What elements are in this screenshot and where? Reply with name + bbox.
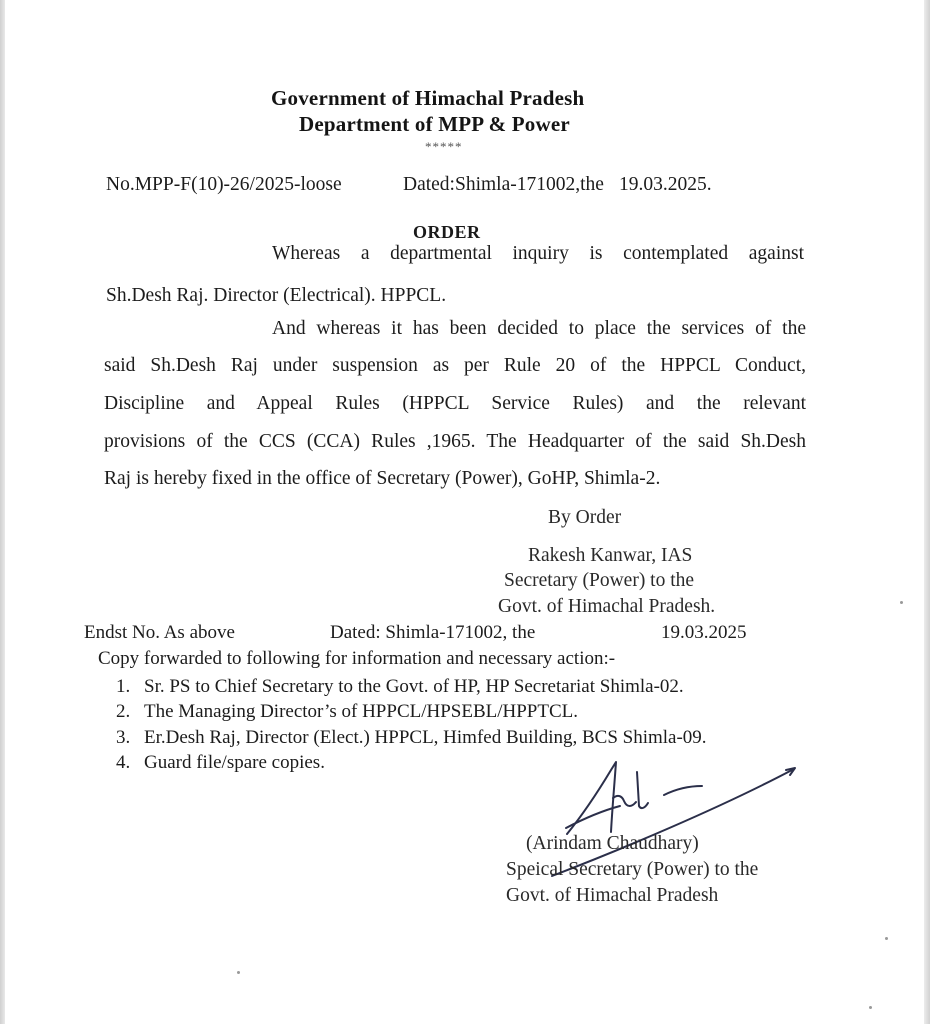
signatory2-organization: Govt. of Himachal Pradesh [506,885,719,906]
scan-speck [885,937,888,940]
signatory2-name: (Arindam Chaudhary) [526,833,699,854]
header-government: Government of Himachal Pradesh [271,86,585,110]
signature-stroke-dash [664,786,702,795]
recipient-number: 3. [116,727,131,748]
order-paragraph1-line1: Whereas a departmental inquiry is contemplated against [272,243,804,264]
order-paragraph2-line4: provisions of the CCS (CCA) Rules ,1965. The Headquarter of the said Sh.Desh [104,431,806,452]
header-department: Department of MPP & Power [299,112,570,136]
endst-date: 19.03.2025 [661,622,747,643]
endst-dated-label: Dated: Shimla-171002, the [330,622,536,643]
signature-stroke-loop [613,796,636,806]
order-paragraph1-line2: Sh.Desh Raj. Director (Electrical). HPPCL. [106,285,447,306]
recipient-text: Er.Desh Raj, Director (Elect.) HPPCL, Himfed Building, BCS Shimla-09. [144,727,707,748]
order-paragraph2-line3: Discipline and Appeal Rules (HPPCL Service Rules) and the relevant [104,393,806,414]
signatory1-organization: Govt. of Himachal Pradesh. [498,596,716,617]
scan-speck [237,971,240,974]
reference-number: No.MPP-F(10)-26/2025-loose [106,174,342,195]
reference-date: 19.03.2025. [619,174,712,195]
order-title: ORDER [413,222,481,242]
by-order-label: By Order [548,507,622,528]
order-paragraph2-line5: Raj is hereby fixed in the office of Secretary (Power), GoHP, Shimla-2. [104,468,661,489]
reference-dated-label: Dated:Shimla-171002,the [403,174,604,195]
scan-speck [900,601,903,604]
order-paragraph2-line2: said Sh.Desh Raj under suspension as per Rule 20 of the HPPCL Conduct, [104,355,806,376]
order-paragraph2-line1: And whereas it has been decided to place the services of the [272,318,806,339]
signature-stroke-l [637,772,648,808]
recipient-text: Sr. PS to Chief Secretary to the Govt. of HP, HP Secretariat Shimla-02. [144,676,684,697]
header-separator: ***** [425,139,463,154]
recipient-number: 2. [116,701,131,722]
scan-speck [869,1006,872,1009]
signatory1-name: Rakesh Kanwar, IAS [528,545,693,566]
recipient-number: 4. [116,752,131,773]
recipient-text: The Managing Director’s of HPPCL/HPSEBL/HPPTCL. [144,701,579,722]
endst-label: Endst No. As above [84,622,235,643]
signatory2-designation: Speical Secretary (Power) to the [506,859,759,880]
copy-forwarded-text: Copy forwarded to following for information and necessary action:- [98,648,616,669]
recipient-text: Guard file/spare copies. [144,752,325,773]
recipient-number: 1. [116,676,131,697]
signatory1-designation: Secretary (Power) to the [504,570,695,591]
